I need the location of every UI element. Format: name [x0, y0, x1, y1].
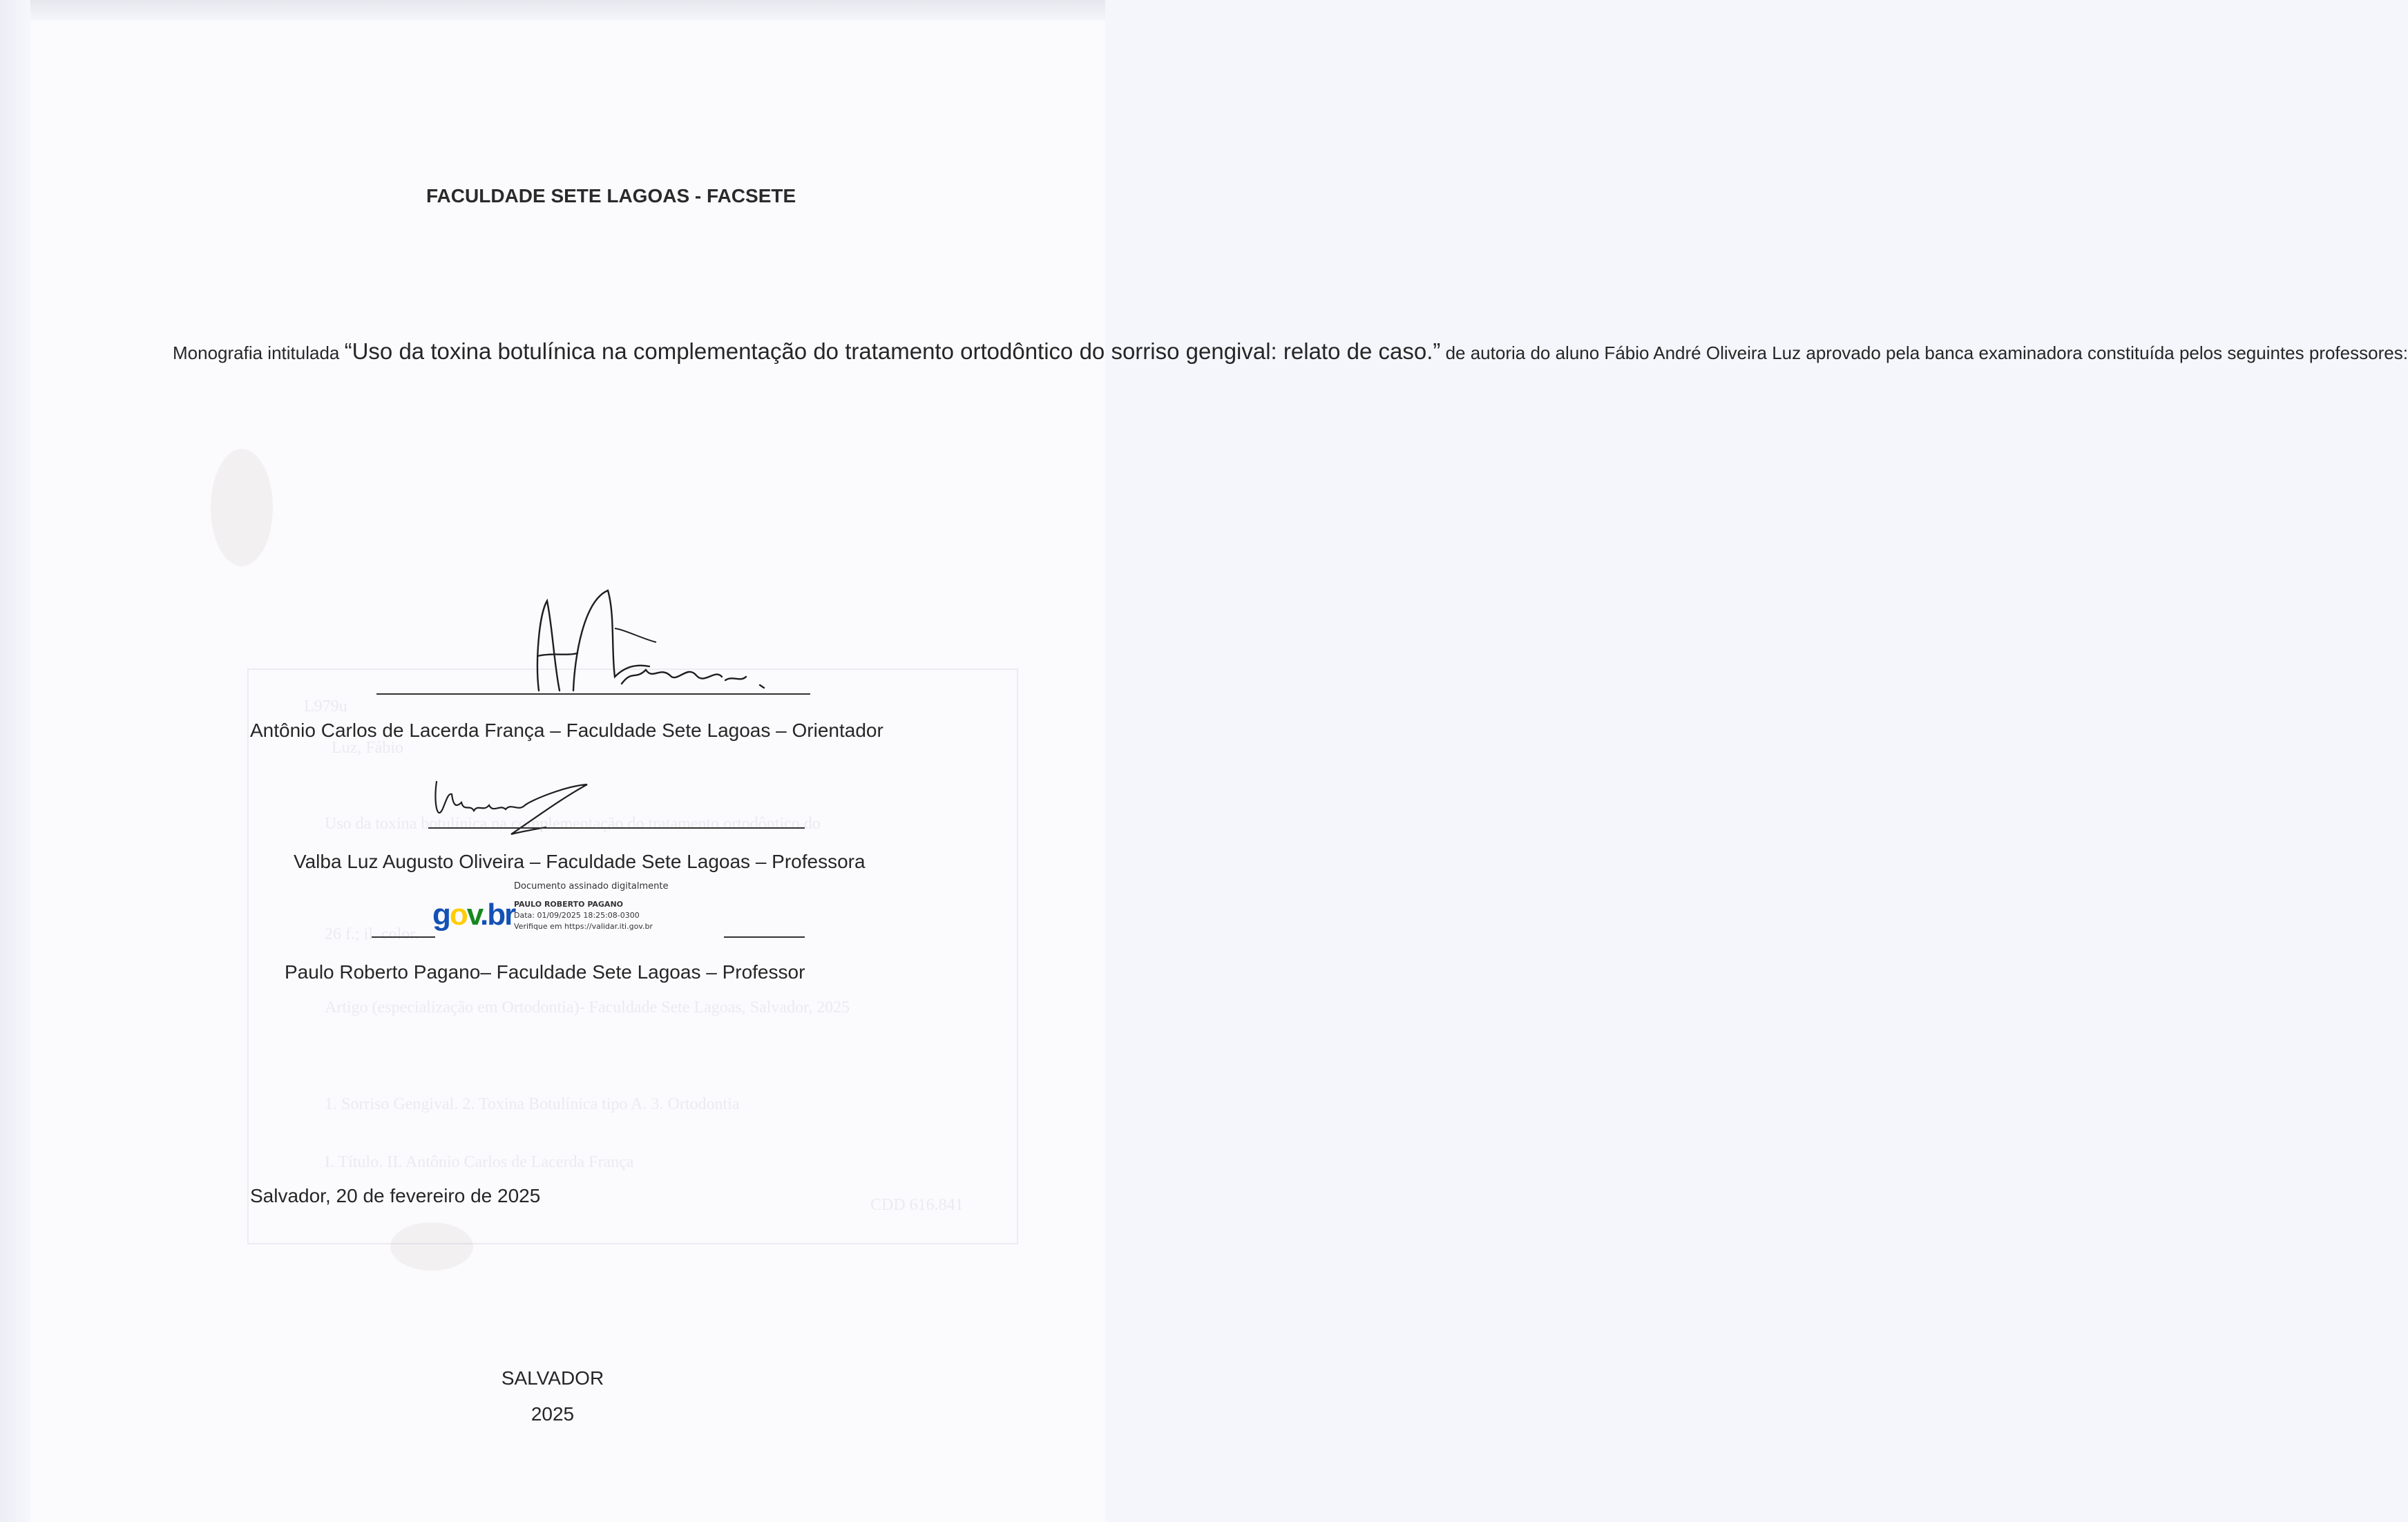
monograph-title: “Uso da toxina botulínica na complementação do tratamento ortodôntico do sorriso gengival: relato de caso.” [344, 338, 1441, 364]
committee-member-2: Valba Luz Augusto Oliveira – Faculdade Sete Lagoas – Professora [294, 851, 866, 872]
institution-heading: FACULDADE SETE LAGOAS - FACSETE [426, 185, 796, 206]
signature-line-professor-2-right [724, 936, 805, 938]
footer-city: SALVADOR [501, 1367, 604, 1389]
govbr-logo: gov.br [432, 898, 515, 932]
committee-member-3: Paulo Roberto Pagano– Faculdade Sete Lagoas – Professor [285, 961, 805, 983]
approval-tail: de autoria do aluno Fábio André Oliveira Luz aprovado pela banca examinadora constituída pelos seguintes professores: [1440, 343, 2408, 363]
signature-line-advisor [376, 693, 810, 695]
bleed-stain [211, 449, 273, 566]
bleed-stain [390, 1222, 473, 1271]
signature-line-professor-1 [428, 827, 805, 829]
place-and-date: Salvador, 20 de fevereiro de 2025 [250, 1185, 541, 1206]
digital-signature-heading: Documento assinado digitalmente [514, 881, 669, 892]
committee-member-1: Antônio Carlos de Lacerda França – Faculdade Sete Lagoas – Orientador [250, 720, 883, 741]
signature-professor-1 [428, 772, 608, 848]
approval-lead-in: Monografia intitulada [173, 343, 345, 363]
signature-line-professor-2-left [372, 936, 435, 938]
digital-signature-details [514, 881, 669, 933]
scan-edge-left [0, 0, 30, 1522]
digital-signature-date: Data: 01/09/2025 18:25:08-0300 [514, 911, 640, 920]
signature-advisor [511, 587, 815, 704]
approval-paragraph [173, 331, 2408, 373]
footer-year: 2025 [531, 1403, 575, 1425]
digital-signature-signer: PAULO ROBERTO PAGANO [514, 900, 624, 909]
document-page [30, 21, 1105, 1522]
digital-signature-verify: Verifique em https://validar.iti.gov.br [514, 922, 653, 931]
scan-edge-top [0, 0, 1105, 21]
